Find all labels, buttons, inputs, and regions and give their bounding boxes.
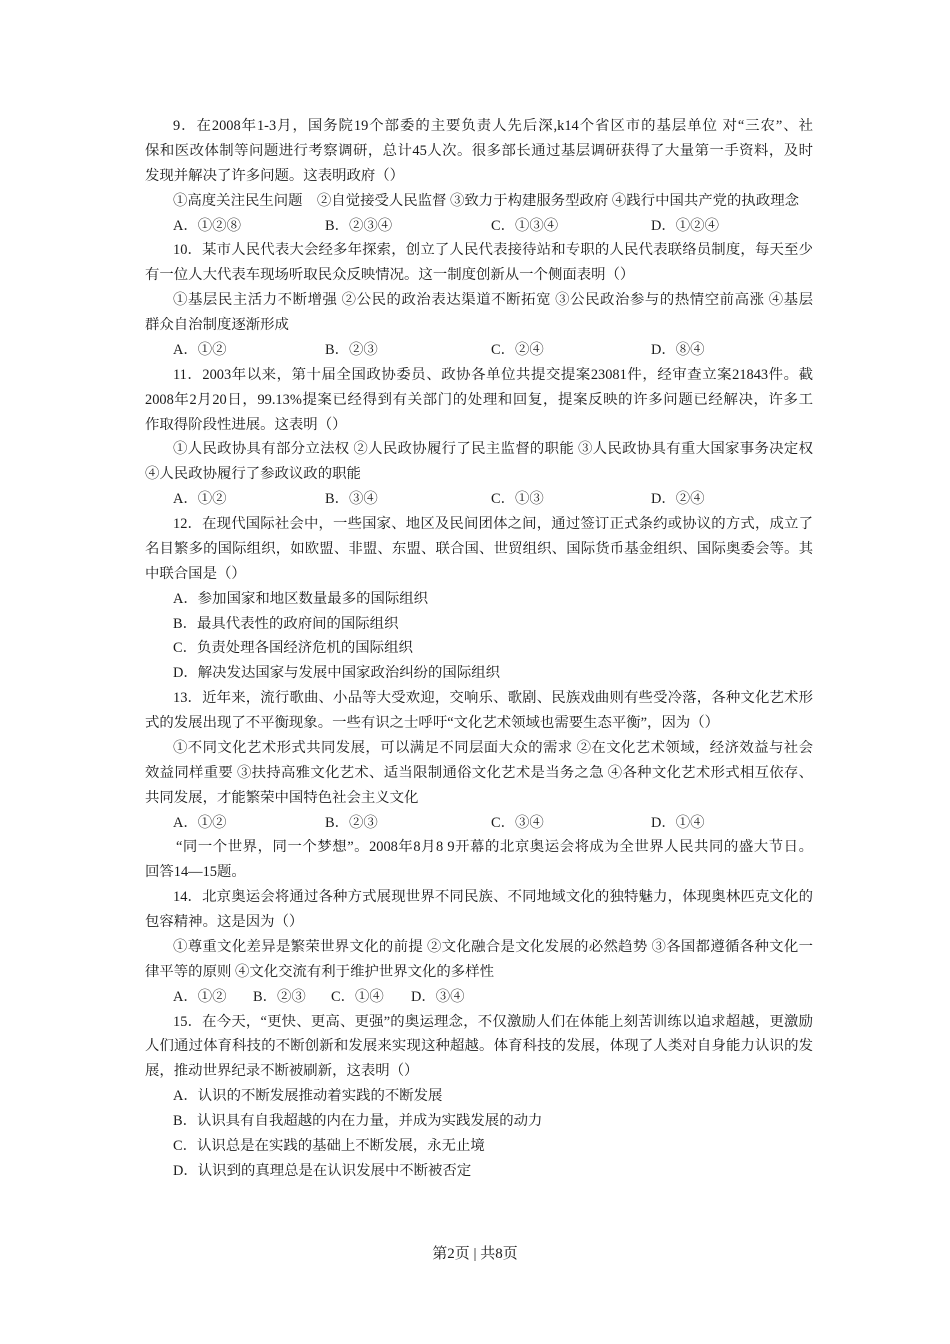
answer-option: A．①②: [173, 341, 227, 358]
statement-line: ①不同文化艺术形式共同发展，可以满足不同层面大众的需求 ②在文化艺术领域，经济效益与社会: [173, 739, 813, 756]
answer-option: C．③④: [491, 814, 544, 831]
answer-option: B．认识具有自我超越的内在力量，并成为实践发展的动力: [173, 1113, 543, 1129]
question-14: [145, 885, 813, 1009]
answer-option: C．①③④: [491, 217, 559, 234]
answer-option: D．解决发达国家与发展中国家政治纠纷的国际组织: [173, 665, 500, 682]
answer-option: C．①④: [331, 988, 384, 1005]
answer-option: D．①②④: [651, 217, 719, 234]
answer-option: B．②③④: [325, 217, 393, 234]
answer-options-row: [145, 811, 813, 836]
question-stem-line: 9．在2008年1-3月，国务院19个部委的主要负责人先后深,k14个省区市的基层单位 对“三农”、社: [173, 118, 813, 134]
question-stem-line: 名目繁多的国际组织，如欧盟、非盟、东盟、联合国、世贸组织、国际货币基金组织、国际奥委会等。其: [145, 540, 813, 557]
question-stem-line: 回答14—15题。: [145, 864, 246, 881]
page-footer: 第2页 | 共8页: [432, 1246, 518, 1262]
question-stem-line: 发现并解决了许多问题。这表明政府（）: [145, 167, 405, 184]
question-stem-line: 人们通过体育科技的不断创新和发展来实现这种超越。体育科技的发展，体现了人类对自身能力认识的发: [145, 1038, 813, 1055]
answer-option: C．②④: [491, 341, 544, 358]
answer-options-row: [145, 214, 813, 239]
question-stem-line: 12．在现代国际社会中，一些国家、地区及民间团体之间，通过签订正式条约或协议的方式，成立了: [173, 516, 813, 532]
answer-option: B．②③: [325, 814, 378, 831]
question-12: [145, 512, 813, 686]
answer-options-row: [145, 487, 813, 512]
question-13: [145, 686, 813, 835]
statement-line: ①高度关注民生问题 ②自觉接受人民监督 ③致力于构建服务型政府 ④践行中国共产党的执政理念: [173, 192, 799, 209]
statement-line: ④人民政协履行了参政议政的职能: [145, 466, 361, 483]
question-stem-line: 11．2003年以来，第十届全国政协委员、政协各单位共提交提案23081件，经审查立案21843件。截: [173, 366, 813, 383]
statement-line: 效益同样重要 ③扶持高雅文化艺术、适当限制通俗文化艺术是当务之急 ④各种文化艺术形式相互依存、: [145, 764, 813, 781]
question-stem-line: 2008年2月20日，99.13%提案已经得到有关部门的处理和回复，提案反映的许多问题已经解决，许多工: [145, 391, 813, 408]
answer-option: B．最具代表性的政府间的国际组织: [173, 615, 399, 632]
answer-option: B．②③: [325, 341, 378, 358]
material-14-15: [145, 835, 813, 885]
answer-option: B．③④: [325, 491, 378, 508]
statement-line: ①人民政协具有部分立法权 ②人民政协履行了民主监督的职能 ③人民政协具有重大国家事务决定权: [173, 441, 813, 458]
question-15: [145, 1010, 813, 1184]
question-stem-line: 中联合国是（）: [145, 565, 246, 582]
answer-option: D．②④: [651, 491, 705, 508]
statement-line: ①基层民主活力不断增强 ②公民的政治表达渠道不断拓宽 ③公民政治参与的热情空前高涨 ④基层: [173, 292, 813, 309]
answer-options-row: [145, 985, 813, 1010]
statement-line: 共同发展，才能繁荣中国特色社会主义文化: [145, 789, 419, 806]
answer-option: D．⑧④: [651, 341, 705, 358]
question-stem-line: 15．在今天，“更快、更高、更强”的奥运理念，不仅激励人们在体能上刻苦训练以追求超越，更激励: [173, 1013, 813, 1030]
answer-option: D．认识到的真理总是在认识发展中不断被否定: [173, 1162, 472, 1179]
answer-option: A．认识的不断发展推动着实践的不断发展: [173, 1088, 443, 1105]
statement-line: ①尊重文化差异是繁荣世界文化的前提 ②文化融合是文化发展的必然趋势 ③各国都遵循各种文化一: [173, 938, 813, 955]
answer-option: C．认识总是在实践的基础上不断发展，永无止境: [173, 1137, 485, 1154]
question-11: [145, 363, 813, 512]
question-10: [145, 238, 813, 362]
exam-page-body: [145, 114, 813, 1184]
answer-option: B．②③: [253, 988, 306, 1005]
question-stem-line: 作取得阶段性进展。这表明（）: [145, 416, 347, 433]
answer-option: A．①②⑧: [173, 217, 241, 234]
answer-option: D．①④: [651, 814, 705, 831]
question-stem-line: 保和医改体制等问题进行考察调研，总计45人次。很多部长通过基层调研获得了大量第一手资料，及时: [145, 142, 813, 159]
question-stem-line: 展，推动世界纪录不断被刷新，这表明（）: [145, 1063, 419, 1080]
answer-option: C．负责处理各国经济危机的国际组织: [173, 640, 413, 657]
answer-option: A．参加国家和地区数量最多的国际组织: [173, 590, 429, 607]
statement-line: 群众自治制度逐渐形成: [145, 317, 289, 333]
statement-line: 律平等的原则 ④文化交流有利于维护世界文化的多样性: [145, 963, 494, 980]
question-stem-line: 13．近年来，流行歌曲、小品等大受欢迎，交响乐、歌剧、民族戏曲则有些受冷落，各种文化艺术形: [173, 690, 813, 707]
question-9: [145, 114, 813, 238]
answer-option: A．①②: [173, 988, 227, 1005]
question-stem-line: 10．某市人民代表大会经多年探索，创立了人民代表接待站和专职的人民代表联络员制度，每天至少: [173, 242, 813, 259]
question-stem-line: 式的发展出现了不平衡现象。一些有识之士呼吁“文化艺术领域也需要生态平衡”，因为（）: [145, 715, 720, 731]
answer-option: D．③④: [411, 988, 465, 1005]
question-stem-line: 有一位人大代表车现场听取民众反映情况。这一制度创新从一个侧面表明（）: [145, 267, 635, 284]
question-stem-line: 包容精神。这是因为（）: [145, 914, 304, 930]
answer-option: C．①③: [491, 491, 544, 508]
question-stem-line: 14．北京奥运会将通过各种方式展现世界不同民族、不同地域文化的独特魅力，体现奥林匹克文化的: [173, 889, 813, 906]
question-stem-line: “同一个世界，同一个梦想”。2008年8月8 9开幕的北京奥运会将成为全世界人民共同的盛大节日。: [176, 839, 813, 856]
answer-options-row: [145, 338, 813, 363]
answer-option: A．①②: [173, 814, 227, 831]
answer-option: A．①②: [173, 491, 227, 508]
